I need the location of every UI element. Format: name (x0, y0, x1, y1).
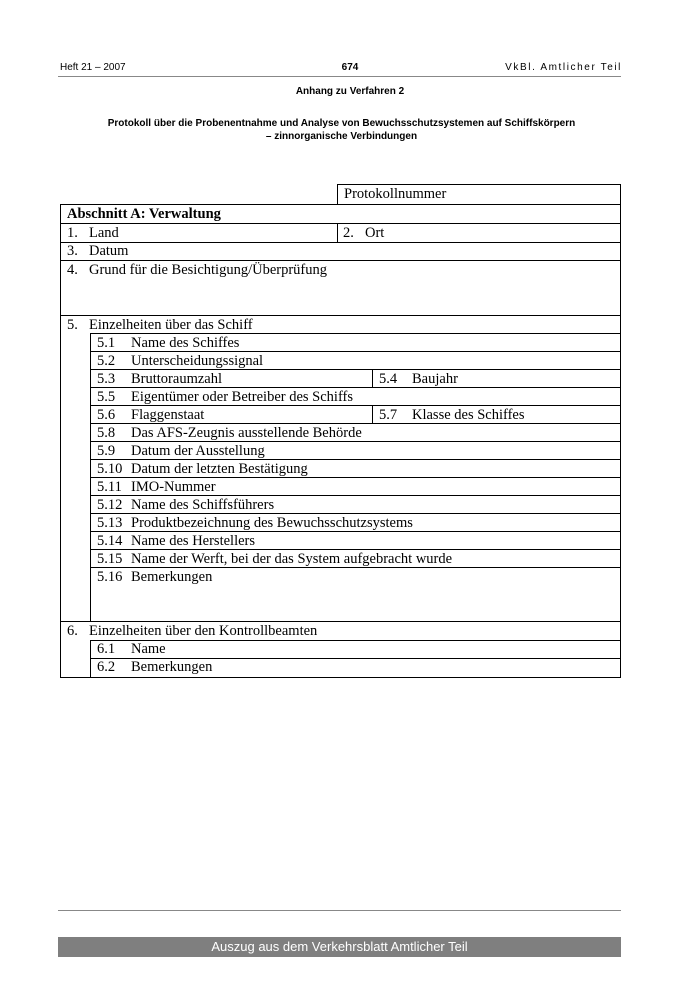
column-divider (372, 405, 373, 423)
footer-banner: Auszug aus dem Verkehrsblatt Amtlicher Teil (58, 937, 621, 957)
field-call-sign: Unterscheidungssignal (131, 353, 264, 369)
title-line-1: Protokoll über die Probenentnahme und Analyse von Bewuchsschutzsystemen auf Schiffskörpern (107, 118, 576, 129)
field-number: 5.1 (97, 335, 116, 351)
field-datum: Datum (89, 243, 129, 259)
section-inspector-details: Einzelheiten über den Kontrollbeamten (89, 623, 318, 639)
field-number: 5.10 (97, 461, 123, 477)
field-issuing-authority: Das AFS-Zeugnis ausstellende Behörde (131, 425, 362, 441)
field-number: 5. (67, 317, 78, 333)
annex-heading: Anhang zu Verfahren 2 (295, 86, 405, 97)
field-shipyard: Name der Werft, bei der das System aufgebracht wurde (131, 551, 453, 567)
protocol-number-label: Protokollnummer (344, 186, 447, 202)
section-a-heading: Abschnitt A: Verwaltung (67, 206, 221, 222)
indent-column (90, 333, 91, 621)
field-number: 5.9 (97, 443, 116, 459)
column-divider (337, 223, 338, 242)
field-number: 5.6 (97, 407, 116, 423)
field-inspector-remarks: Bemerkungen (131, 659, 213, 675)
field-ort: Ort (365, 225, 385, 241)
field-number: 5.12 (97, 497, 123, 513)
field-number: 4. (67, 262, 78, 278)
field-number: 5.13 (97, 515, 123, 531)
field-number: 5.7 (379, 407, 398, 423)
title-line-2: – zinnorganische Verbindungen (265, 131, 418, 142)
row-divider (90, 640, 621, 641)
field-number: 5.15 (97, 551, 123, 567)
field-ship-name: Name des Schiffes (131, 335, 240, 351)
document-title (60, 117, 623, 143)
field-number: 5.3 (97, 371, 116, 387)
field-number: 5.11 (97, 479, 122, 495)
field-number: 5.8 (97, 425, 116, 441)
section-ship-details: Einzelheiten über das Schiff (89, 317, 253, 333)
field-inspector-name: Name (131, 641, 166, 657)
field-ship-remarks: Bemerkungen (131, 569, 213, 585)
field-number: 6.1 (97, 641, 116, 657)
field-number: 5.16 (97, 569, 123, 585)
issue-label: Heft 21 – 2007 (60, 62, 126, 73)
header-divider (58, 76, 621, 77)
publication-name: VkBl. Amtlicher Teil (505, 62, 622, 73)
field-number: 5.4 (379, 371, 398, 387)
page-number: 674 (341, 62, 359, 73)
field-imo-number: IMO-Nummer (131, 479, 216, 495)
field-ship-class: Klasse des Schiffes (412, 407, 525, 423)
field-flag-state: Flaggenstaat (131, 407, 205, 423)
field-owner-operator: Eigentümer oder Betreiber des Schiffs (131, 389, 353, 405)
row-divider (60, 223, 621, 224)
field-gross-tonnage: Bruttoraumzahl (131, 371, 223, 387)
field-number: 6. (67, 623, 78, 639)
field-inspection-reason: Grund für die Besichtigung/Überprüfung (89, 262, 327, 278)
field-number: 5.2 (97, 353, 116, 369)
field-number: 1. (67, 225, 78, 241)
field-land: Land (89, 225, 119, 241)
field-number: 2. (343, 225, 354, 241)
field-manufacturer: Name des Herstellers (131, 533, 256, 549)
footer-divider (58, 910, 621, 911)
indent-column (90, 640, 91, 678)
field-number: 6.2 (97, 659, 116, 675)
field-last-endorsement: Datum der letzten Bestätigung (131, 461, 308, 477)
field-number: 3. (67, 243, 78, 259)
column-divider (372, 369, 373, 387)
row-divider (60, 242, 621, 243)
field-master-name: Name des Schiffsführers (131, 497, 275, 513)
field-product-name: Produktbezeichnung des Bewuchsschutzsystems (131, 515, 413, 531)
field-number: 5.14 (97, 533, 123, 549)
field-build-year: Baujahr (412, 371, 458, 387)
field-number: 5.5 (97, 389, 116, 405)
field-issue-date: Datum der Ausstellung (131, 443, 265, 459)
